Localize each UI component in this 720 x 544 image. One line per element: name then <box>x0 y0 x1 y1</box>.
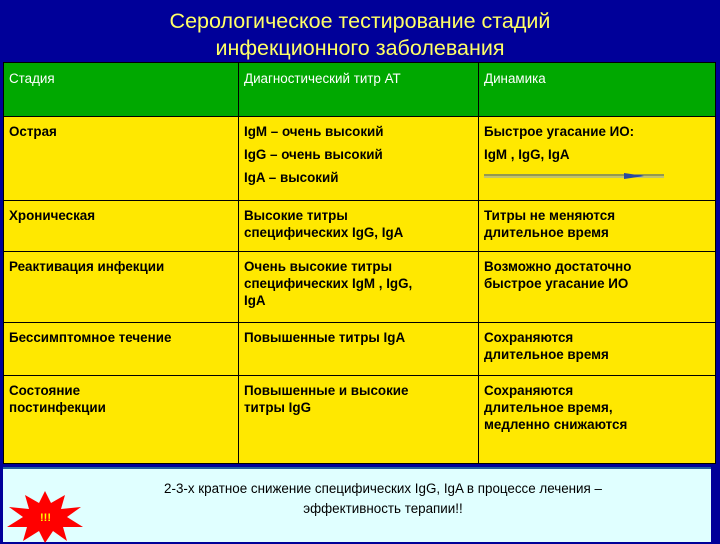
cell-line: длительное время, <box>484 400 613 415</box>
cell-titer <box>239 252 479 323</box>
cell-dynamics <box>479 117 716 201</box>
cell-line: Очень высокие титры <box>244 259 393 274</box>
cell-line: Реактивация инфекции <box>9 259 165 274</box>
cell-line: Повышенные титры IgA <box>244 330 406 345</box>
slide-title <box>0 8 720 62</box>
table-row <box>4 323 716 376</box>
cell-line: длительное время <box>484 347 609 362</box>
note-line-2: эффективность терапии!! <box>303 501 463 516</box>
header-titer: Диагностический титр АТ <box>239 63 479 117</box>
cell-line: Сохраняются <box>484 330 574 345</box>
therapy-note-box <box>3 467 711 542</box>
cell-titer <box>239 117 479 201</box>
cell-line: специфических IgM , IgG, <box>244 276 413 291</box>
cell-titer <box>239 201 479 252</box>
table-row <box>4 376 716 464</box>
alert-badge-label: !!! <box>40 512 51 524</box>
cell-dynamics <box>479 376 716 464</box>
cell-line: медленно снижаются <box>484 417 628 432</box>
decline-arrow-icon <box>484 169 710 183</box>
cell-stage <box>4 252 239 323</box>
cell-line: Титры не меняются <box>484 208 616 223</box>
cell-dynamics <box>479 252 716 323</box>
cell-titer <box>239 323 479 376</box>
cell-line: Быстрое угасание ИО: <box>484 124 635 139</box>
cell-line: IgA <box>244 293 266 308</box>
cell-dynamics <box>479 201 716 252</box>
stages-table <box>3 62 716 464</box>
table-row <box>4 201 716 252</box>
cell-line: IgM – очень высокий <box>244 124 384 139</box>
cell-stage <box>4 201 239 252</box>
cell-line: IgG – очень высокий <box>244 147 383 162</box>
cell-titer <box>239 376 479 464</box>
cell-line: быстрое угасание ИО <box>484 276 629 291</box>
cell-line: Бессимптомное течение <box>9 330 172 345</box>
cell-line: IgA – высокий <box>244 170 339 185</box>
cell-stage <box>4 376 239 464</box>
table-row <box>4 252 716 323</box>
cell-line: Состояние <box>9 383 81 398</box>
note-text <box>63 479 703 519</box>
cell-line: титры IgG <box>244 400 311 415</box>
title-line-1: Серологическое тестирование стадий <box>169 9 551 33</box>
cell-line: Хроническая <box>9 208 96 223</box>
cell-line: Возможно достаточно <box>484 259 632 274</box>
cell-line: IgM , IgG, IgA <box>484 147 570 162</box>
cell-line: Острая <box>9 124 57 139</box>
cell-line: Повышенные и высокие <box>244 383 409 398</box>
cell-line: Высокие титры <box>244 208 348 223</box>
note-line-1: 2-3-х кратное снижение специфических IgG, IgA в процессе лечения – <box>164 481 602 496</box>
cell-line: длительное время <box>484 225 609 240</box>
title-line-2: инфекционного заболевания <box>215 36 505 60</box>
cell-stage <box>4 323 239 376</box>
header-stage: Стадия <box>4 63 239 117</box>
header-dynamics: Динамика <box>479 63 716 117</box>
cell-line: Сохраняются <box>484 383 574 398</box>
cell-dynamics <box>479 323 716 376</box>
cell-line: специфических IgG, IgA <box>244 225 404 240</box>
cell-line: постинфекции <box>9 400 106 415</box>
cell-stage <box>4 117 239 201</box>
table-row <box>4 117 716 201</box>
table-header-row <box>4 63 716 117</box>
